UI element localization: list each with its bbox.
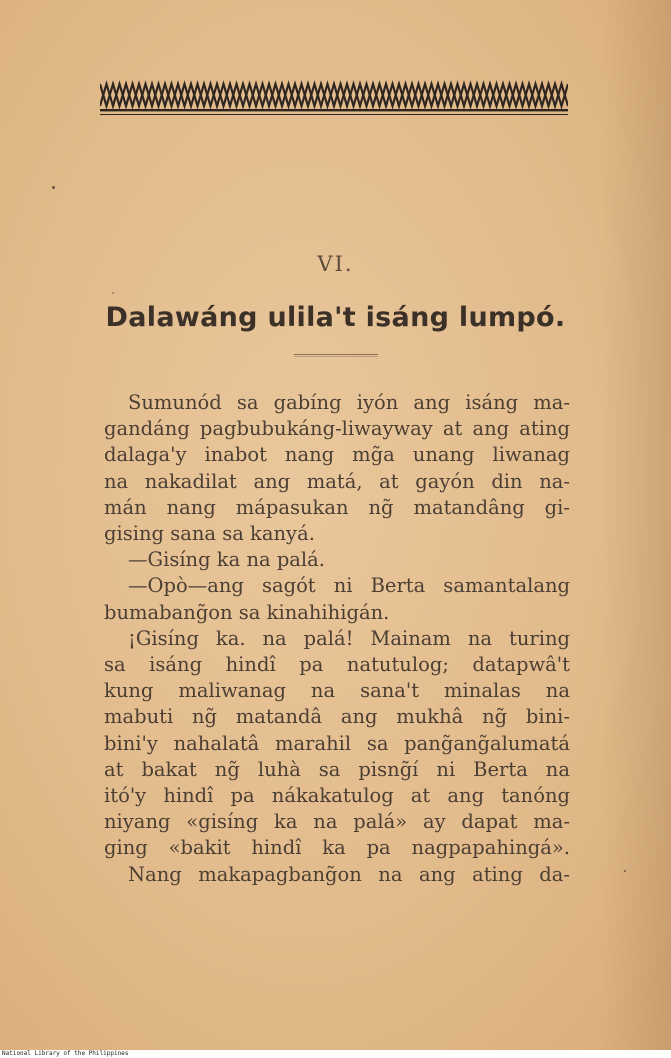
ornament-header-border <box>100 78 568 120</box>
text-line: mán nang mápasukan ng̃ matandâng gi- <box>104 495 570 519</box>
text-line: itó'y hindî pa nákakatulog at ang tanóng <box>104 784 570 808</box>
text-line: mabuti ng̃ matandâ ang mukhâ ng̃ bini- <box>104 705 570 729</box>
text-line: sa isáng hindî pa natutulog; datapwâ't <box>104 653 570 677</box>
text-line: ging «bakit hindî ka pa nagpapahingá». <box>104 836 570 860</box>
text-line: Nang makapagbang̃on na ang ating da- <box>128 862 570 886</box>
text-line: bumabang̃on sa kinahihigán. <box>104 600 390 624</box>
text-line: Sumunód sa gabíng iyón ang isáng ma- <box>128 391 570 414</box>
text-line: bini'y nahalatâ marahil sa pang̃ang̃alumatá <box>104 731 570 755</box>
text-line: gandáng pagbubukáng-liwayway at ang ating <box>104 417 570 441</box>
paper-speck <box>624 870 626 872</box>
chapter-number: VI. <box>317 252 354 276</box>
text-line: dalaga'y inabot nang mg̃a unang liwanag <box>104 443 570 467</box>
text-line: gising sana sa kanyá. <box>104 522 315 546</box>
title-divider <box>294 354 378 357</box>
text-line: kung maliwanag na sana't minalas na <box>104 679 570 703</box>
paper-speck <box>52 186 55 189</box>
footer-credit: National Library of the Philippines <box>0 1050 671 1058</box>
chapter-title: Dalawáng ulila't isáng lumpó. <box>105 302 566 333</box>
text-line: niyang «gisíng ka na palá» ay dapat ma- <box>104 810 570 834</box>
body-text <box>104 390 570 888</box>
ornament-zigzag-icon <box>100 78 568 120</box>
text-line: na nakadilat ang matá, at gayón din na- <box>104 469 570 493</box>
paper-speck <box>112 292 114 294</box>
text-line: at bakat ng̃ luhà sa pisng̃í ni Berta na <box>104 757 570 781</box>
text-line: ¡Gisíng ka. na palá! Mainam na turing <box>128 626 570 650</box>
text-line: —Opò—ang sagót ni Berta samantalang <box>128 574 570 598</box>
text-line: —Gisíng ka na palá. <box>128 548 325 572</box>
